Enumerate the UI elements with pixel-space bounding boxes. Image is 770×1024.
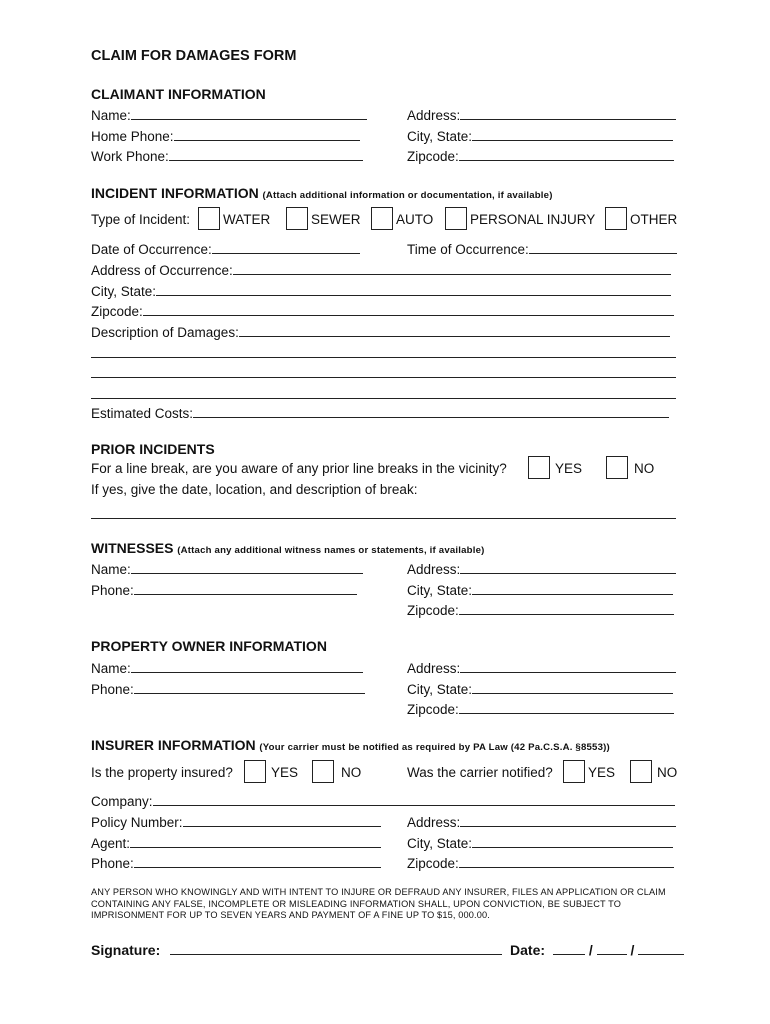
- signature-label: Signature:: [91, 942, 161, 958]
- claimant-work-phone-row: [91, 147, 363, 164]
- notified-yes-label: YES: [588, 765, 616, 780]
- owner-city-state-label: City, State:: [407, 682, 473, 697]
- insurer-notified-question: Was the carrier notified?: [407, 765, 553, 780]
- insurer-zipcode-field[interactable]: [459, 854, 674, 868]
- signature-row: [91, 941, 684, 958]
- incident-other-label: OTHER: [630, 212, 678, 227]
- claimant-home-phone-row: [91, 127, 360, 144]
- incident-time-label: Time of Occurrence:: [407, 242, 529, 257]
- claimant-home-phone-field[interactable]: [174, 127, 360, 141]
- incident-time-row: [407, 240, 677, 257]
- claimant-heading: CLAIMANT INFORMATION: [91, 86, 266, 102]
- insurer-agent-field[interactable]: [130, 834, 381, 848]
- date-separator-1: /: [588, 942, 593, 958]
- incident-note: (Attach additional information or documentation, if available): [262, 190, 553, 201]
- incident-description-field[interactable]: [239, 323, 670, 337]
- claimant-name-label: Name:: [91, 108, 131, 123]
- incident-estimated-costs-field[interactable]: [193, 404, 669, 418]
- insurer-company-row: [91, 792, 675, 809]
- incident-address-label: Address of Occurrence:: [91, 263, 233, 278]
- owner-phone-row: [91, 680, 365, 697]
- owner-heading: PROPERTY OWNER INFORMATION: [91, 638, 327, 654]
- witness-zipcode-label: Zipcode:: [407, 603, 459, 618]
- claimant-name-field[interactable]: [131, 106, 367, 120]
- prior-description-line[interactable]: [91, 518, 676, 519]
- incident-date-row: [91, 240, 360, 257]
- witness-name-label: Name:: [91, 562, 131, 577]
- insurer-agent-row: [91, 834, 381, 851]
- claimant-work-phone-field[interactable]: [169, 147, 363, 161]
- insurer-heading: INSURER INFORMATION: [91, 737, 256, 753]
- insurer-policy-label: Policy Number:: [91, 815, 183, 830]
- incident-other-checkbox[interactable]: [605, 207, 627, 230]
- owner-zipcode-label: Zipcode:: [407, 702, 459, 717]
- owner-name-field[interactable]: [131, 659, 363, 673]
- owner-phone-label: Phone:: [91, 682, 134, 697]
- prior-yes-label: YES: [555, 461, 583, 476]
- owner-name-label: Name:: [91, 661, 131, 676]
- claimant-city-state-row: [407, 127, 673, 144]
- date-month-field[interactable]: [553, 941, 585, 955]
- witness-zipcode-field[interactable]: [459, 601, 674, 615]
- owner-zipcode-field[interactable]: [459, 700, 674, 714]
- witness-city-state-row: [407, 581, 673, 598]
- incident-date-field[interactable]: [212, 240, 360, 254]
- claimant-address-row: [407, 106, 676, 123]
- insured-no-label: NO: [341, 765, 362, 780]
- witness-address-label: Address:: [407, 562, 461, 577]
- witness-zipcode-row: [407, 601, 674, 618]
- claimant-address-field[interactable]: [460, 106, 676, 120]
- fraud-disclaimer: ANY PERSON WHO KNOWINGLY AND WITH INTENT TO INJURE OR DEFRAUD ANY INSURER, FILES AN APPLICATION OR CLAIM CONTAINING ANY FALSE, INCOMPLETE OR MISLEADING INFORMATION SHALL, UPON CONVICTION, BE SUBJECT TO IMPRISONMENT FOR UP TO SEVEN YEARS AND PAYMENT OF A FINE UP TO $15, 000.00.: [91, 887, 666, 920]
- insurer-address-row: [407, 813, 676, 830]
- insurer-company-label: Company:: [91, 794, 153, 809]
- witness-phone-row: [91, 581, 357, 598]
- witness-city-state-label: City, State:: [407, 583, 473, 598]
- insured-yes-checkbox[interactable]: [244, 760, 266, 783]
- incident-city-state-label: City, State:: [91, 284, 157, 299]
- form-title: CLAIM FOR DAMAGES FORM: [91, 48, 297, 64]
- incident-sewer-label: SEWER: [311, 212, 361, 227]
- incident-zipcode-field[interactable]: [143, 302, 674, 316]
- prior-followup: If yes, give the date, location, and description of break:: [91, 482, 418, 497]
- incident-address-field[interactable]: [233, 261, 671, 275]
- incident-heading-row: [91, 185, 553, 201]
- claimant-home-phone-label: Home Phone:: [91, 129, 174, 144]
- incident-sewer-checkbox[interactable]: [286, 207, 308, 230]
- notified-no-label: NO: [657, 765, 678, 780]
- incident-time-field[interactable]: [529, 240, 677, 254]
- claimant-address-label: Address:: [407, 108, 461, 123]
- date-year-field[interactable]: [638, 941, 684, 955]
- insurer-address-field[interactable]: [460, 813, 676, 827]
- prior-no-label: NO: [634, 461, 655, 476]
- insurer-zipcode-row: [407, 854, 674, 871]
- witness-city-state-field[interactable]: [472, 581, 673, 595]
- witness-name-row: [91, 560, 363, 577]
- owner-phone-field[interactable]: [134, 680, 365, 694]
- claimant-city-state-field[interactable]: [472, 127, 673, 141]
- owner-address-label: Address:: [407, 661, 461, 676]
- witness-address-field[interactable]: [460, 560, 676, 574]
- insurer-city-state-label: City, State:: [407, 836, 473, 851]
- claimant-work-phone-label: Work Phone:: [91, 149, 169, 164]
- incident-water-checkbox[interactable]: [198, 207, 220, 230]
- insurer-address-label: Address:: [407, 815, 461, 830]
- incident-city-state-field[interactable]: [156, 282, 671, 296]
- insurer-company-field[interactable]: [153, 792, 675, 806]
- claimant-name-row: [91, 106, 367, 123]
- incident-zipcode-label: Zipcode:: [91, 304, 143, 319]
- owner-city-state-row: [407, 680, 673, 697]
- insurer-city-state-row: [407, 834, 673, 851]
- prior-question: For a line break, are you aware of any prior line breaks in the vicinity?: [91, 461, 507, 476]
- date-separator-2: /: [630, 942, 635, 958]
- insurer-note: (Your carrier must be notified as required by PA Law (42 Pa.C.S.A. §8553)): [259, 742, 610, 753]
- incident-description-row: [91, 323, 670, 340]
- incident-water-label: WATER: [223, 212, 271, 227]
- witnesses-heading: WITNESSES: [91, 540, 174, 556]
- notified-no-checkbox[interactable]: [630, 760, 652, 783]
- insurer-policy-field[interactable]: [183, 813, 381, 827]
- witnesses-heading-row: [91, 540, 485, 556]
- witness-phone-field[interactable]: [134, 581, 357, 595]
- insurer-phone-field[interactable]: [134, 854, 381, 868]
- insurer-heading-row: [91, 737, 610, 753]
- witness-address-row: [407, 560, 676, 577]
- incident-address-row: [91, 261, 671, 278]
- claimant-city-state-label: City, State:: [407, 129, 473, 144]
- description-line-1[interactable]: [91, 357, 676, 358]
- incident-description-label: Description of Damages:: [91, 325, 239, 340]
- incident-city-state-row: [91, 282, 671, 299]
- incident-type-label: Type of Incident:: [91, 212, 191, 227]
- signature-field[interactable]: [170, 941, 502, 955]
- witnesses-note: (Attach any additional witness names or statements, if available): [177, 545, 485, 556]
- insurer-city-state-field[interactable]: [472, 834, 673, 848]
- incident-date-label: Date of Occurrence:: [91, 242, 212, 257]
- incident-auto-checkbox[interactable]: [371, 207, 393, 230]
- incident-auto-label: AUTO: [396, 212, 434, 227]
- claimant-zipcode-field[interactable]: [459, 147, 674, 161]
- date-day-field[interactable]: [597, 941, 627, 955]
- owner-zipcode-row: [407, 700, 674, 717]
- witness-name-field[interactable]: [131, 560, 363, 574]
- insurer-phone-label: Phone:: [91, 856, 134, 871]
- owner-city-state-field[interactable]: [472, 680, 673, 694]
- incident-personal-injury-checkbox[interactable]: [445, 207, 467, 230]
- claimant-zipcode-label: Zipcode:: [407, 149, 459, 164]
- insurer-phone-row: [91, 854, 381, 871]
- date-label: Date:: [510, 942, 546, 958]
- insured-yes-label: YES: [271, 765, 299, 780]
- insurer-insured-question: Is the property insured?: [91, 765, 233, 780]
- incident-heading: INCIDENT INFORMATION: [91, 185, 259, 201]
- prior-yes-checkbox[interactable]: [528, 456, 550, 479]
- insurer-agent-label: Agent:: [91, 836, 131, 851]
- prior-heading: PRIOR INCIDENTS: [91, 441, 215, 457]
- owner-address-row: [407, 659, 676, 676]
- witness-phone-label: Phone:: [91, 583, 134, 598]
- insurer-zipcode-label: Zipcode:: [407, 856, 459, 871]
- insured-no-checkbox[interactable]: [312, 760, 334, 783]
- owner-name-row: [91, 659, 363, 676]
- description-line-3[interactable]: [91, 398, 676, 399]
- incident-personal-injury-label: PERSONAL INJURY: [470, 212, 596, 227]
- insurer-policy-row: [91, 813, 381, 830]
- incident-zipcode-row: [91, 302, 674, 319]
- incident-estimated-costs-row: [91, 404, 669, 421]
- incident-estimated-costs-label: Estimated Costs:: [91, 406, 194, 421]
- claimant-zipcode-row: [407, 147, 674, 164]
- description-line-2[interactable]: [91, 377, 676, 378]
- prior-no-checkbox[interactable]: [606, 456, 628, 479]
- owner-address-field[interactable]: [460, 659, 676, 673]
- notified-yes-checkbox[interactable]: [563, 760, 585, 783]
